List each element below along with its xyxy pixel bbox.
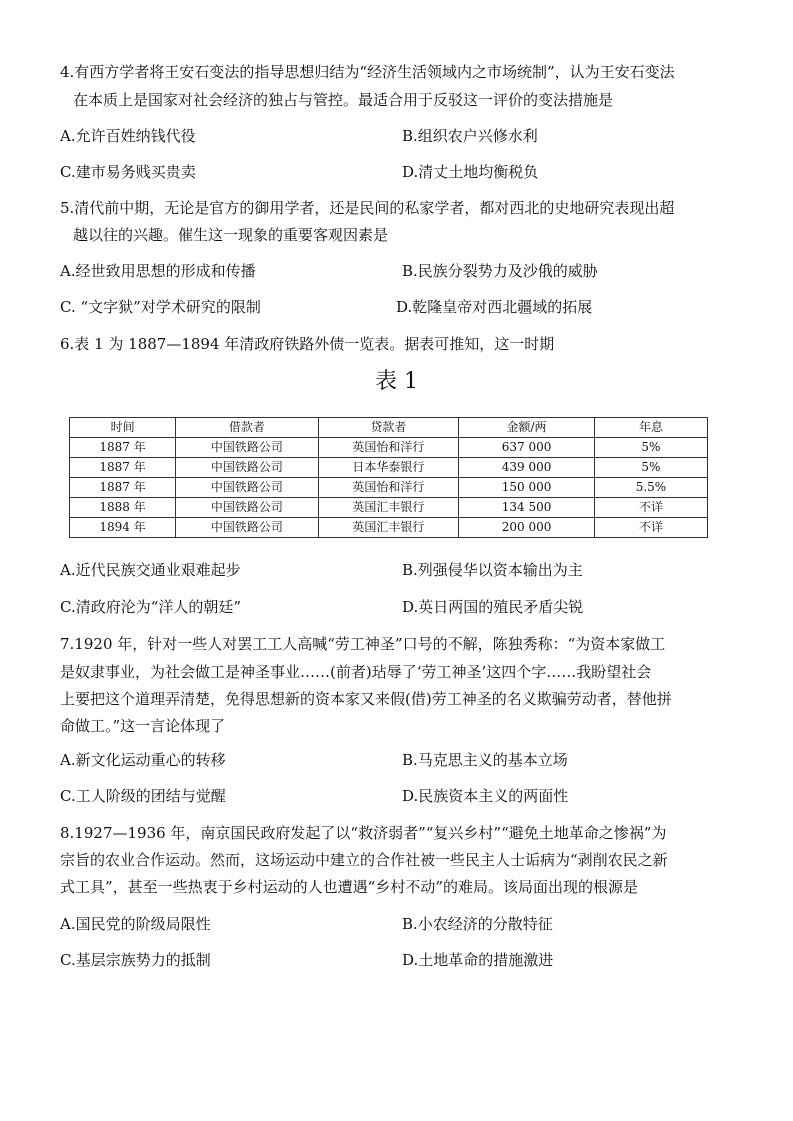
q4-option-c[interactable]: C.建市易务贱买贵卖 — [60, 163, 196, 181]
table-header-cell: 年息 — [594, 418, 707, 438]
table-title: 表 1 — [375, 369, 418, 394]
table-cell: 439 000 — [459, 458, 595, 478]
q5-stem-line2: 越以往的兴趣。催生这一现象的重要客观因素是 — [73, 226, 389, 244]
table-row — [70, 498, 708, 518]
q6-option-b[interactable]: B.列强侵华以资本输出为主 — [402, 561, 583, 579]
table-cell: 日本华泰银行 — [318, 458, 459, 478]
table-cell: 637 000 — [459, 438, 595, 458]
table-cell: 1887 年 — [70, 478, 176, 498]
table-header-cell: 时间 — [70, 418, 176, 438]
table-header-cell: 借款者 — [176, 418, 319, 438]
q4-option-b[interactable]: B.组织农户兴修水利 — [402, 127, 538, 145]
q6-option-c[interactable]: C.清政府沦为“洋人的朝廷” — [60, 598, 242, 616]
q7-option-d[interactable]: D.民族资本主义的两面性 — [402, 787, 569, 805]
q8-option-a[interactable]: A.国民党的阶级局限性 — [60, 915, 211, 933]
table-cell: 英国汇丰银行 — [318, 518, 459, 538]
table-row — [70, 458, 708, 478]
table-cell: 英国怡和洋行 — [318, 438, 459, 458]
q5-option-b[interactable]: B.民族分裂势力及沙俄的威胁 — [402, 262, 598, 280]
q8-option-d[interactable]: D.土地革命的措施激进 — [402, 951, 554, 969]
q8-option-b[interactable]: B.小农经济的分散特征 — [402, 915, 553, 933]
q5-stem-line1: 5.清代前中期，无论是官方的御用学者，还是民间的私家学者，都对西北的史地研究表现出超 — [60, 199, 675, 217]
table-cell: 134 500 — [459, 498, 595, 518]
q7-option-a[interactable]: A.新文化运动重心的转移 — [60, 751, 226, 769]
q7-option-c[interactable]: C.工人阶级的团结与觉醒 — [60, 787, 226, 805]
table-cell: 5.5% — [594, 478, 707, 498]
table-cell: 中国铁路公司 — [176, 478, 319, 498]
table-cell: 5% — [594, 438, 707, 458]
railway-debt-table — [69, 417, 708, 538]
q7-stem-line3: 上要把这个道理弄清楚，免得思想新的资本家又来假(借)劳工神圣的名义欺骗劳动者，替他拼 — [60, 690, 672, 708]
table-row — [70, 478, 708, 498]
q4-option-a[interactable]: A.允许百姓纳钱代役 — [60, 127, 196, 145]
table-cell: 英国怡和洋行 — [318, 478, 459, 498]
q8-stem-line1: 8.1927—1936 年，南京国民政府发起了以“救济弱者”“复兴乡村”“避免土地革命之惨祸”为 — [60, 824, 667, 842]
table-cell: 不详 — [594, 498, 707, 518]
table-cell: 不详 — [594, 518, 707, 538]
table-cell: 中国铁路公司 — [176, 518, 319, 538]
table-cell: 200 000 — [459, 518, 595, 538]
q6-stem-line1: 6.表 1 为 1887—1894 年清政府铁路外债一览表。据表可推知，这一时期 — [60, 335, 555, 353]
q4-option-d[interactable]: D.清丈土地均衡税负 — [402, 163, 539, 181]
q5-option-d[interactable]: D.乾隆皇帝对西北疆域的拓展 — [396, 298, 593, 316]
table-row — [70, 518, 708, 538]
table-header-cell: 金额/两 — [459, 418, 595, 438]
q6-option-a[interactable]: A.近代民族交通业艰难起步 — [60, 561, 241, 579]
q5-option-a[interactable]: A.经世致用思想的形成和传播 — [60, 262, 256, 280]
q4-stem-line1: 4.有西方学者将王安石变法的指导思想归结为“经济生活领域内之市场统制”，认为王安石变法 — [60, 63, 675, 81]
q7-stem-line2: 是奴隶事业，为社会做工是神圣事业……(前者)玷辱了‘劳工神圣’这四个字……我盼望社会 — [60, 663, 652, 681]
q7-option-b[interactable]: B.马克思主义的基本立场 — [402, 751, 568, 769]
q8-stem-line2: 宗旨的农业合作运动。然而，这场运动中建立的合作社被一些民主人士诟病为“剥削农民之新 — [60, 851, 668, 869]
table-cell: 中国铁路公司 — [176, 438, 319, 458]
table-header-row — [70, 418, 708, 438]
table-cell: 中国铁路公司 — [176, 498, 319, 518]
q7-stem-line1: 7.1920 年，针对一些人对罢工工人高喊“劳工神圣”口号的不解，陈独秀称：“为资本家做工 — [60, 635, 666, 653]
q6-option-d[interactable]: D.英日两国的殖民矛盾尖锐 — [402, 598, 584, 616]
table-cell: 中国铁路公司 — [176, 458, 319, 478]
table-cell: 1894 年 — [70, 518, 176, 538]
table-cell: 5% — [594, 458, 707, 478]
table-cell: 1888 年 — [70, 498, 176, 518]
q5-option-c[interactable]: C. “文字狱”对学术研究的限制 — [60, 298, 261, 316]
table-cell: 1887 年 — [70, 438, 176, 458]
q4-stem-line2: 在本质上是国家对社会经济的独占与管控。最适合用于反驳这一评价的变法措施是 — [73, 91, 614, 109]
q8-stem-line3: 式工具”，甚至一些热衷于乡村运动的人也遭遇“乡村不动”的难局。该局面出现的根源是 — [60, 878, 639, 896]
table-cell: 英国汇丰银行 — [318, 498, 459, 518]
table-row — [70, 438, 708, 458]
q8-option-c[interactable]: C.基层宗族势力的抵制 — [60, 951, 211, 969]
table-header-cell: 贷款者 — [318, 418, 459, 438]
table-cell: 150 000 — [459, 478, 595, 498]
q7-stem-line4: 命做工。”这一言论体现了 — [60, 717, 226, 735]
table-cell: 1887 年 — [70, 458, 176, 478]
